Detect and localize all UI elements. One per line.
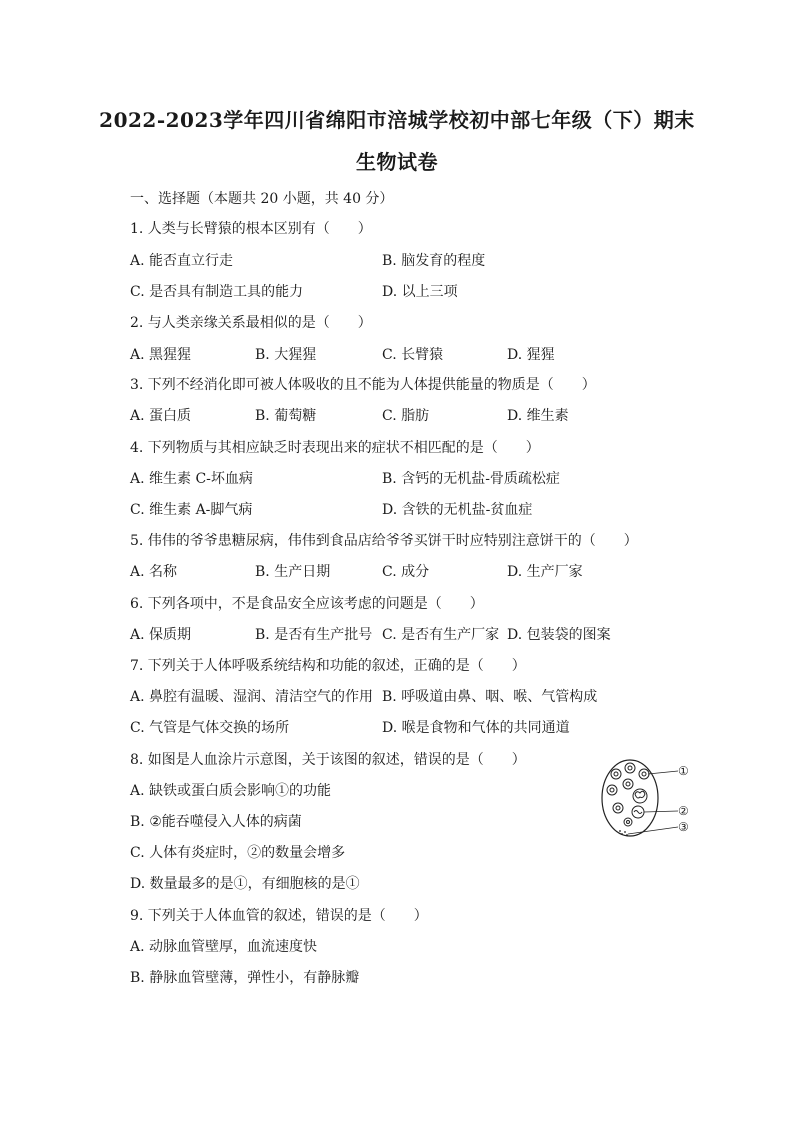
question-stem: 4. 下列物质与其相应缺乏时表现出来的症状不相匹配的是（ ）: [130, 440, 540, 456]
option-a: A. 维生素 C-坏血病: [130, 471, 253, 487]
red-blood-cells: [607, 763, 649, 826]
question-stem: 8. 如图是人血涂片示意图，关于该图的叙述，错误的是（ ）: [130, 752, 526, 768]
question-stem: 1. 人类与长臂猿的根本区别有（ ）: [130, 221, 372, 237]
option-d: D. 包装袋的图案: [507, 627, 611, 643]
option-b: B. 脑发育的程度: [382, 253, 486, 269]
option-a: A. 缺铁或蛋白质会影响①的功能: [130, 783, 332, 799]
option-c: C. 长臂猿: [382, 347, 444, 363]
option-a: A. 名称: [130, 564, 178, 580]
option-d: D. 数量最多的是①，有细胞核的是①: [130, 876, 360, 892]
option-b: B. 静脉血管壁薄，弹性小，有静脉瓣: [130, 970, 360, 986]
option-c: C. 维生素 A-脚气病: [130, 502, 253, 518]
option-d: D. 以上三项: [382, 284, 458, 300]
white-blood-cell: [633, 789, 647, 803]
option-b: B. 含钙的无机盐-骨质疏松症: [382, 471, 560, 487]
question-stem: 3. 下列不经消化即可被人体吸收的且不能为人体提供能量的物质是（ ）: [130, 377, 596, 393]
option-b: B. 生产日期: [255, 564, 331, 580]
blood-smear-figure: [598, 754, 698, 844]
option-d: D. 喉是食物和气体的共同通道: [382, 720, 570, 736]
option-b: B. 大猩猩: [255, 347, 317, 363]
leader-lines: [628, 771, 678, 834]
exam-title-line-2: 生物试卷: [356, 150, 438, 174]
figure-label-3: ③: [678, 820, 689, 834]
option-c: C. 成分: [382, 564, 430, 580]
option-c: C. 人体有炎症时，②的数量会增多: [130, 845, 346, 861]
option-d: D. 生产厂家: [507, 564, 583, 580]
option-a: A. 能否直立行走: [130, 253, 234, 269]
option-b: B. ②能吞噬侵入人体的病菌: [130, 814, 302, 830]
question-stem: 5. 伟伟的爷爷患糖尿病，伟伟到食品店给爷爷买饼干时应特别注意饼干的（ ）: [130, 533, 638, 549]
option-d: D. 含铁的无机盐-贫血症: [382, 502, 533, 518]
figure-label-2: ②: [678, 804, 689, 818]
question-stem: 2. 与人类亲缘关系最相似的是（ ）: [130, 315, 372, 331]
option-b: B. 是否有生产批号: [255, 627, 373, 643]
option-a: A. 动脉血管壁厚，血流速度快: [130, 939, 318, 955]
question-stem: 7. 下列关于人体呼吸系统结构和功能的叙述，正确的是（ ）: [130, 658, 526, 674]
option-a: A. 蛋白质: [130, 408, 192, 424]
figure-label-1: ①: [678, 764, 689, 778]
option-c: C. 气管是气体交换的场所: [130, 720, 290, 736]
option-c: C. 是否具有制造工具的能力: [130, 284, 304, 300]
white-blood-cell-2: [632, 806, 644, 818]
question-stem: 9. 下列关于人体血管的叙述，错误的是（ ）: [130, 908, 428, 924]
option-b: B. 呼吸道由鼻、咽、喉、气管构成: [382, 689, 598, 705]
slide-outline: [602, 760, 658, 836]
option-a: A. 黑猩猩: [130, 347, 192, 363]
section-heading: 一、选择题（本题共 20 小题，共 40 分）: [130, 191, 394, 207]
option-a: A. 保质期: [130, 627, 192, 643]
question-stem: 6. 下列各项中，不是食品安全应该考虑的问题是（ ）: [130, 596, 484, 612]
option-c: C. 是否有生产厂家: [382, 627, 500, 643]
option-c: C. 脂肪: [382, 408, 430, 424]
option-b: B. 葡萄糖: [255, 408, 317, 424]
option-d: D. 猩猩: [507, 347, 555, 363]
option-a: A. 鼻腔有温暖、湿润、清洁空气的作用: [130, 689, 374, 705]
option-d: D. 维生素: [507, 408, 569, 424]
exam-title-line-1: 2022-2023学年四川省绵阳市涪城学校初中部七年级（下）期末: [99, 108, 695, 132]
